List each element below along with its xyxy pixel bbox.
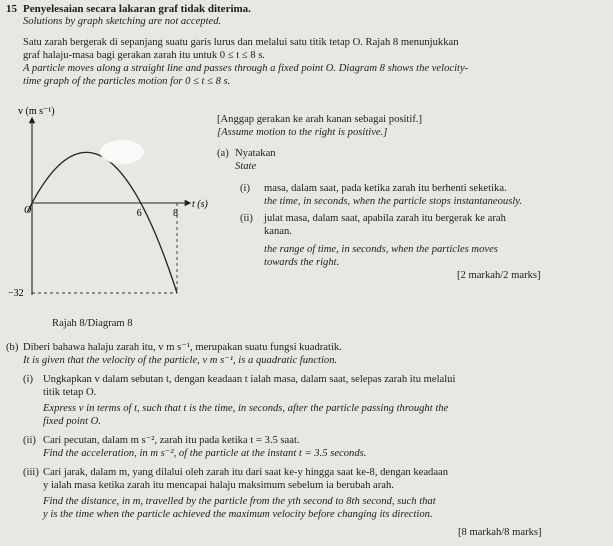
part-b-ii-en: Find the acceleration, in m s⁻², of the particle at the instant t = 3.5 seconds. bbox=[43, 448, 367, 459]
part-a-ii-en-1: the range of time, in seconds, when the particles moves bbox=[264, 244, 498, 255]
part-a-ii-ms-2: kanan. bbox=[264, 226, 292, 237]
assume-ms: [Anggap gerakan ke arah kanan sebagai positif.] bbox=[217, 114, 423, 125]
part-b-ii-ms: Cari pecutan, dalam m s⁻², zarah itu pada ketika t = 3.5 saat. bbox=[43, 435, 300, 446]
x-tick-6: 6 bbox=[136, 208, 142, 219]
part-a-i-ms: masa, dalam saat, pada ketika zarah itu berhenti seketika. bbox=[264, 183, 507, 194]
x-tick-8: 8 bbox=[173, 208, 178, 219]
part-b-iii-en-2: y is the time when the particle achieved the maximum velocity before changing its direction. bbox=[43, 509, 433, 520]
y-tick-minus-32: −32 bbox=[8, 288, 24, 299]
intro-ms-line-2: graf halaju-masa bagi gerakan zarah itu untuk 0 ≤ t ≤ 8 s. bbox=[23, 50, 265, 61]
part-a-ii-en-2: towards the right. bbox=[264, 257, 340, 268]
question-title-en: Solutions by graph sketching are not accepted. bbox=[23, 16, 222, 27]
assume-en: [Assume motion to the right is positive.] bbox=[217, 127, 388, 138]
y-axis-label: v (m s⁻¹) bbox=[18, 106, 55, 117]
part-a-en: State bbox=[235, 161, 257, 172]
part-a-marks: [2 markah/2 marks] bbox=[457, 270, 541, 281]
part-b-i-en-1: Express v in terms of t, such that t is the time, in seconds, after the particle passing throught the bbox=[43, 403, 449, 414]
origin-label: O bbox=[24, 205, 32, 216]
part-b-i-label: (i) bbox=[23, 374, 33, 385]
photo-glare bbox=[100, 140, 144, 164]
part-b-ms: Diberi bahawa halaju zarah itu, v m s⁻¹, merupakan suatu fungsi kuadratik. bbox=[23, 342, 342, 353]
part-b-label: (b) bbox=[6, 342, 19, 353]
x-axis-label: t (s) bbox=[192, 199, 208, 210]
part-a-label: (a) bbox=[217, 148, 229, 159]
intro-en-line-1: A particle moves along a straight line and passes through a fixed point O. Diagram 8 shows the velocity- bbox=[23, 63, 469, 74]
part-b-i-ms-1: Ungkapkan v dalam sebutan t, dengan keadaan t ialah masa, dalam saat, selepas zarah itu melalui bbox=[43, 374, 456, 385]
intro-ms-line-1: Satu zarah bergerak di sepanjang suatu garis lurus dan melalui satu titik tetap O. Rajah 8 menunjukkan bbox=[23, 37, 459, 48]
part-a-ii-ms-1: julat masa, dalam saat, apabila zarah itu bergerak ke arah bbox=[264, 213, 506, 224]
part-b-i-en-2: fixed point O. bbox=[43, 416, 101, 427]
part-a-ms: Nyatakan bbox=[235, 148, 276, 159]
part-a-i-en: the time, in seconds, when the particle stops instantaneously. bbox=[264, 196, 523, 207]
part-b-marks: [8 markah/8 marks] bbox=[458, 527, 542, 538]
question-number: 15 bbox=[6, 3, 17, 15]
part-b-en: It is given that the velocity of the particle, v m s⁻¹, is a quadratic function. bbox=[23, 355, 338, 366]
figure-caption: Rajah 8/Diagram 8 bbox=[52, 318, 133, 329]
part-b-iii-ms-1: Cari jarak, dalam m, yang dilalui oleh zarah itu dari saat ke-y hingga saat ke-8, dengan keadaan bbox=[43, 467, 449, 478]
question-title-ms: Penyelesaian secara lakaran graf tidak diterima. bbox=[23, 3, 251, 15]
intro-en-line-2: time graph of the particles motion for 0 ≤ t ≤ 8 s. bbox=[23, 76, 231, 87]
part-a-ii-label: (ii) bbox=[240, 213, 253, 224]
velocity-time-graph bbox=[10, 100, 220, 330]
part-a-i-label: (i) bbox=[240, 183, 250, 194]
part-b-ii-label: (ii) bbox=[23, 435, 36, 446]
part-b-i-ms-2: titik tetap O. bbox=[43, 387, 97, 398]
part-b-iii-en-1: Find the distance, in m, travelled by the particle from the yth second to 8th second, such that bbox=[43, 496, 436, 507]
part-b-iii-label: (iii) bbox=[23, 467, 39, 478]
part-b-iii-ms-2: y ialah masa ketika zarah itu mencapai halaju maksimum sebelum ia berubah arah. bbox=[43, 480, 394, 491]
velocity-curve bbox=[27, 152, 177, 293]
